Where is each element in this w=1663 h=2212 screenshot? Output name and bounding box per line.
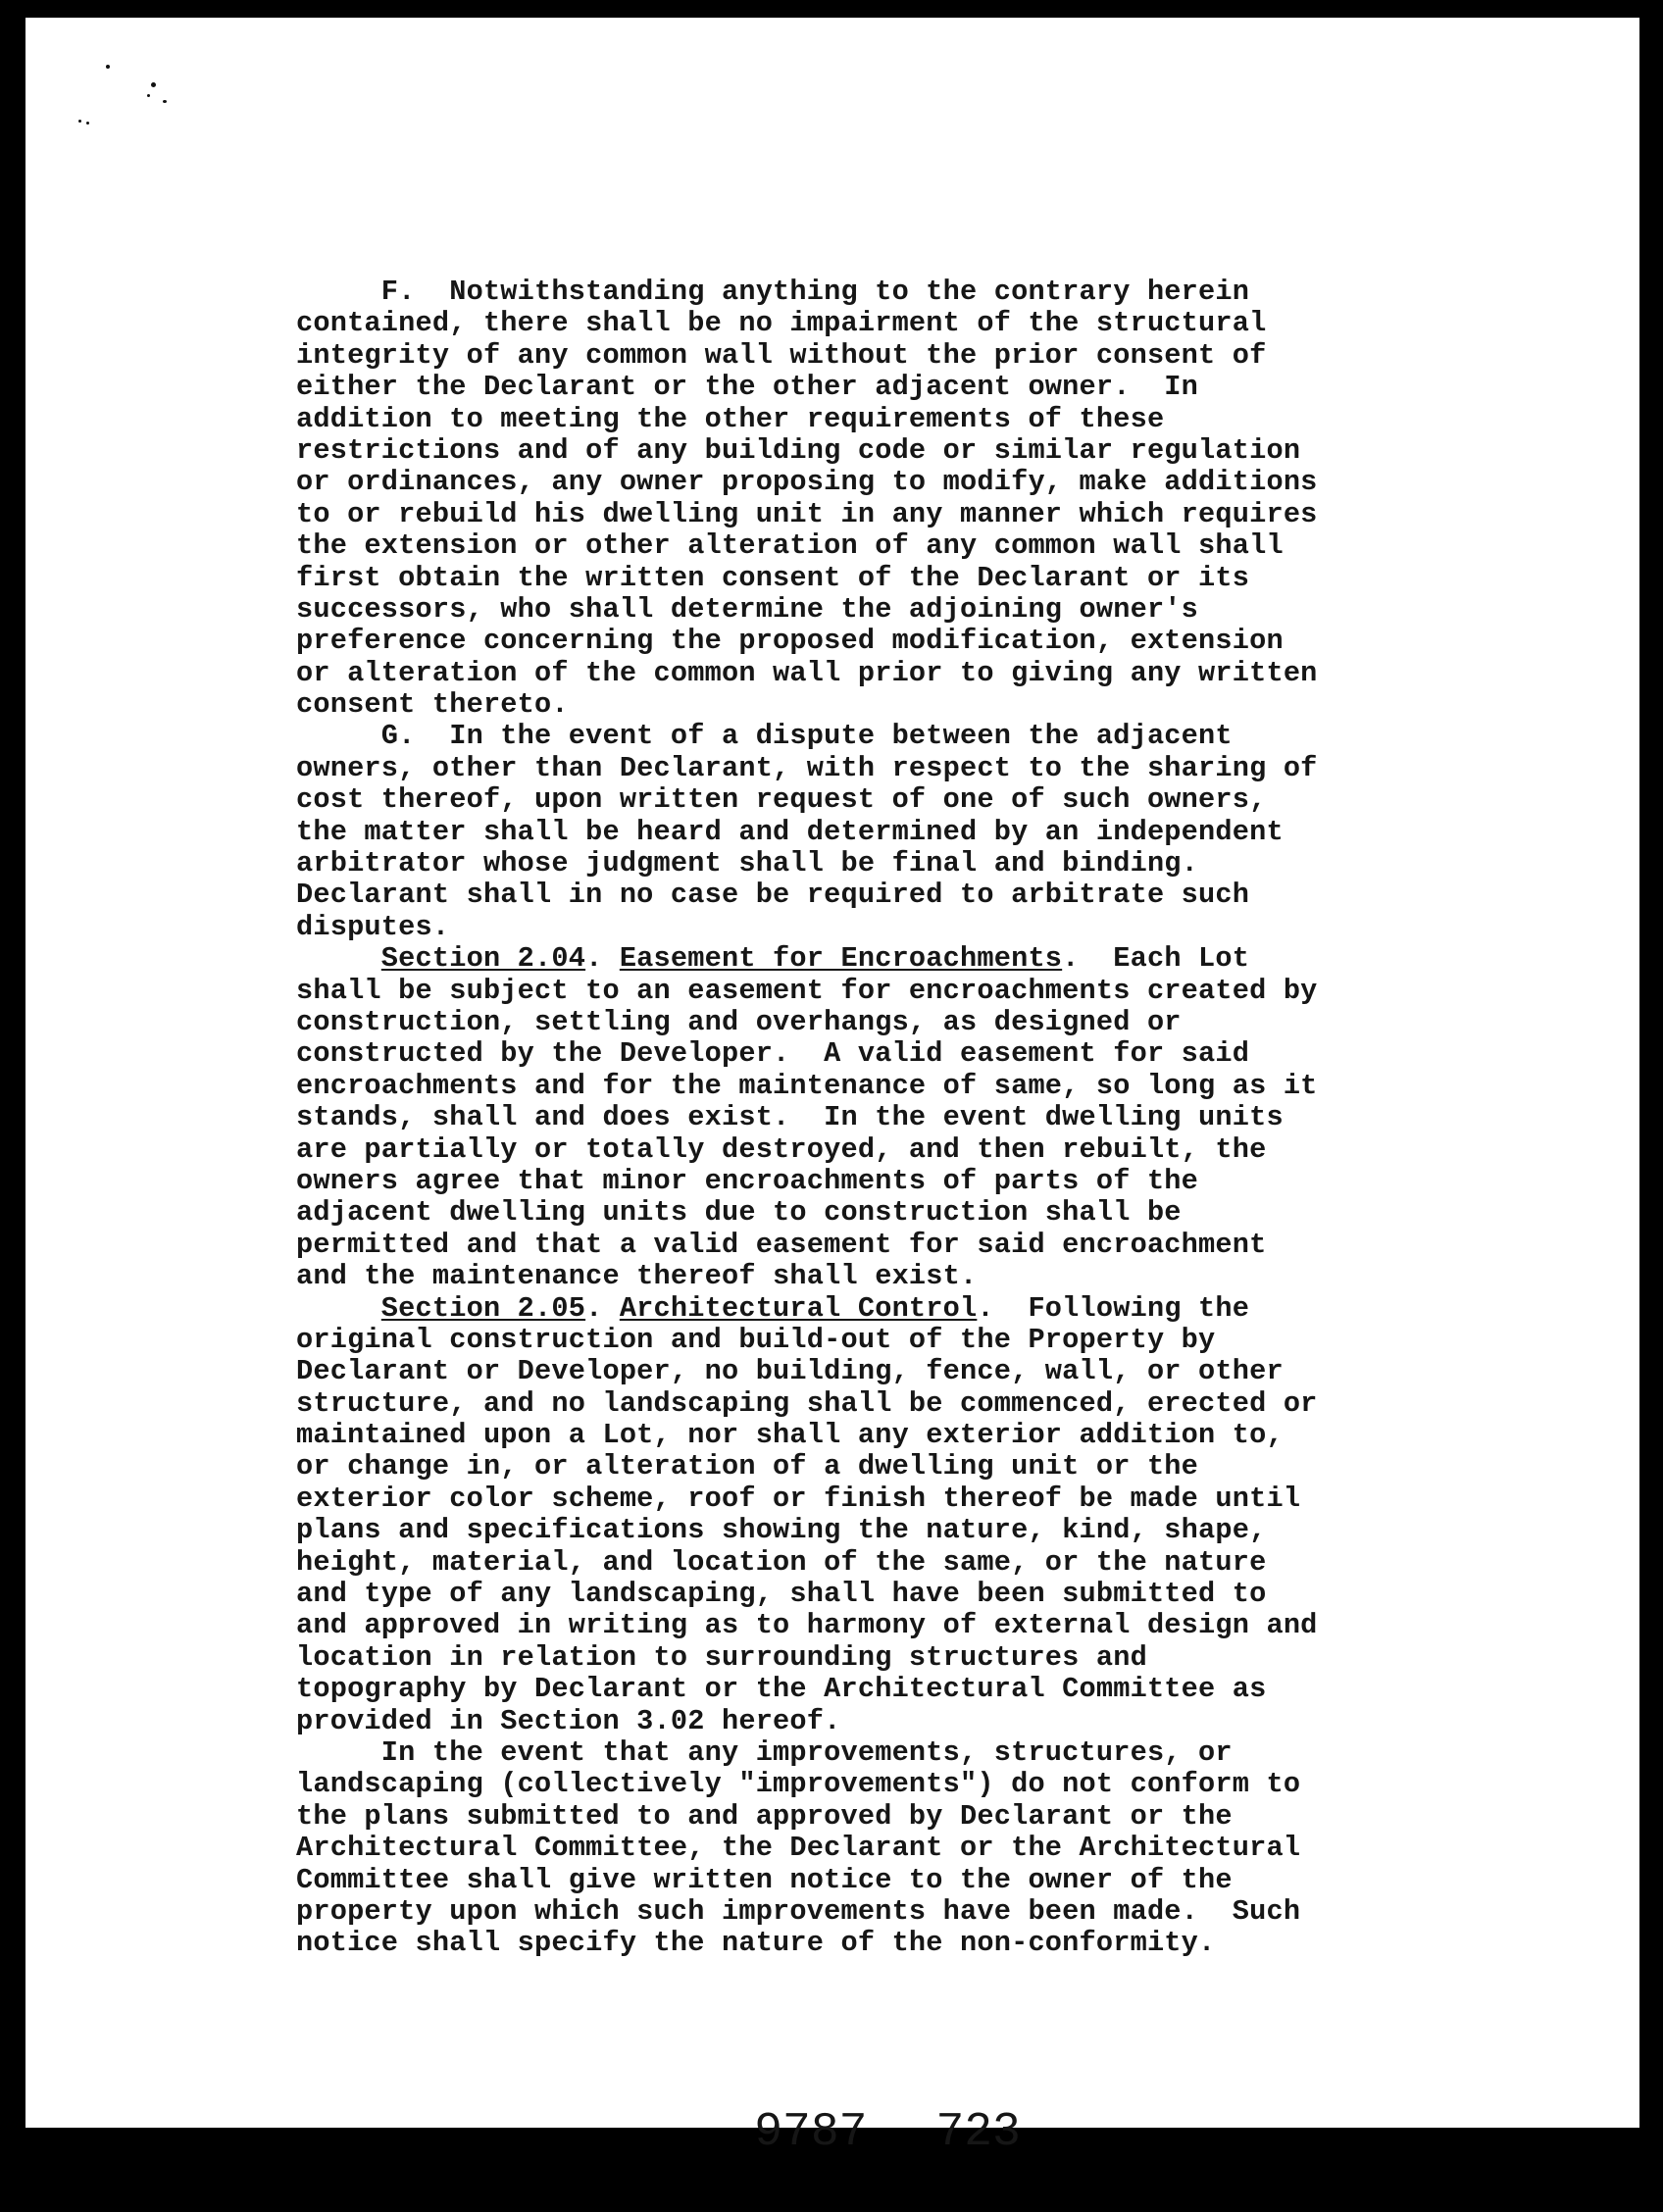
text-line: Declarant or Developer, no building, fence, wall, or other bbox=[296, 1355, 1284, 1388]
scan-speck bbox=[78, 120, 81, 123]
section-number: Section 2.05 bbox=[380, 1291, 586, 1325]
text-line: and type of any landscaping, shall have been submitted to bbox=[296, 1578, 1267, 1611]
section-heading-line: Section 2.04. Easement for Encroachments. Each Lot bbox=[380, 942, 1250, 976]
text-line: constructed by the Developer. A valid easement for said bbox=[296, 1037, 1250, 1071]
section-number: Section 2.04 bbox=[380, 942, 586, 976]
text-line: exterior color scheme, roof or finish thereof be made until bbox=[296, 1482, 1301, 1515]
text-line: successors, who shall determine the adjoining owner's bbox=[296, 592, 1199, 626]
text-line: encroachments and for the maintenance of same, so long as it bbox=[296, 1069, 1318, 1102]
text-line: disputes. bbox=[296, 910, 450, 943]
scan-speck bbox=[86, 122, 89, 125]
text-line: Declarant shall in no case be required to arbitrate such bbox=[296, 879, 1250, 912]
text-line: shall be subject to an easement for encroachments created by bbox=[296, 974, 1318, 1007]
text-line: restrictions and of any building code or similar regulation bbox=[296, 433, 1301, 467]
text-line: Committee shall give written notice to the owner of the bbox=[296, 1863, 1233, 1896]
page-number-value: 723 bbox=[935, 2106, 1021, 2159]
text-line: the matter shall be heard and determined by an independent bbox=[296, 815, 1284, 848]
text-line: arbitrator whose judgment shall be final and binding. bbox=[296, 847, 1199, 880]
text-line: F. Notwithstanding anything to the contrary herein bbox=[296, 276, 1250, 308]
text-line: height, material, and location of the same, or the nature bbox=[296, 1545, 1267, 1579]
document-body bbox=[296, 276, 1492, 1960]
text-line: or ordinances, any owner proposing to modify, make additions bbox=[296, 466, 1318, 499]
text-line: plans and specifications showing the nature, kind, shape, bbox=[296, 1514, 1267, 1547]
text-line: to or rebuild his dwelling unit in any manner which requires bbox=[296, 497, 1318, 530]
text-line: are partially or totally destroyed, and then rebuilt, the bbox=[296, 1132, 1267, 1166]
section-title: Easement for Encroachments bbox=[619, 942, 1063, 976]
text-line: first obtain the written consent of the Declarant or its bbox=[296, 561, 1250, 594]
text-line: adjacent dwelling units due to construction shall be bbox=[296, 1196, 1182, 1230]
text-line: or change in, or alteration of a dwelling unit or the bbox=[296, 1450, 1199, 1483]
paragraph-f bbox=[296, 276, 1492, 721]
paragraph-g bbox=[296, 721, 1492, 943]
section-heading-rest: Each Lot bbox=[1079, 942, 1250, 976]
section-2-04 bbox=[296, 943, 1492, 1292]
text-line: stands, shall and does exist. In the event dwelling units bbox=[296, 1101, 1284, 1134]
text-line: original construction and build-out of the Property by bbox=[296, 1323, 1216, 1356]
scan-speck bbox=[163, 100, 167, 103]
text-line: either the Declarant or the other adjacent owner. In bbox=[296, 371, 1199, 404]
document-page bbox=[25, 18, 1639, 2159]
text-line: construction, settling and overhangs, as designed or bbox=[296, 1005, 1182, 1038]
section-heading-line: Section 2.05. Architectural Control. Following the bbox=[380, 1291, 1250, 1325]
text-line: the extension or other alteration of any common wall shall bbox=[296, 529, 1284, 563]
text-line: owners agree that minor encroachments of parts of the bbox=[296, 1164, 1199, 1197]
section-title: Architectural Control bbox=[619, 1291, 978, 1325]
text-line: property upon which such improvements have been made. Such bbox=[296, 1894, 1301, 1928]
text-line: or alteration of the common wall prior to giving any written bbox=[296, 656, 1318, 689]
text-line: Architectural Committee, the Declarant or the Architectural bbox=[296, 1832, 1301, 1865]
text-line: topography by Declarant or the Architectural Committee as bbox=[296, 1673, 1267, 1706]
text-line: preference concerning the proposed modification, extension bbox=[296, 625, 1284, 658]
scan-speck bbox=[147, 94, 150, 97]
text-line: consent thereto. bbox=[296, 688, 569, 722]
text-line: notice shall specify the nature of the non-conformity. bbox=[296, 1927, 1216, 1960]
page-number bbox=[641, 2053, 1021, 2212]
text-line: In the event that any improvements, structures, or bbox=[296, 1735, 1233, 1769]
text-line: maintained upon a Lot, nor shall any exterior addition to, bbox=[296, 1419, 1284, 1452]
text-line: and the maintenance thereof shall exist. bbox=[296, 1260, 978, 1293]
text-line: provided in Section 3.02 hereof. bbox=[296, 1704, 841, 1737]
text-line: integrity of any common wall without the prior consent of bbox=[296, 338, 1267, 372]
text-line: permitted and that a valid easement for said encroachment bbox=[296, 1228, 1267, 1261]
section-heading-rest: Following the bbox=[993, 1291, 1250, 1325]
text-line: G. In the event of a dispute between the adjacent bbox=[296, 720, 1233, 753]
text-line: landscaping (collectively "improvements") do not conform to bbox=[296, 1768, 1301, 1801]
text-line: and approved in writing as to harmony of external design and bbox=[296, 1609, 1318, 1642]
paragraph-non-conformity bbox=[296, 1737, 1492, 1960]
text-line: structure, and no landscaping shall be commenced, erected or bbox=[296, 1386, 1318, 1420]
section-2-05 bbox=[296, 1293, 1492, 1737]
text-line: the plans submitted to and approved by Declarant or the bbox=[296, 1799, 1233, 1833]
text-line: contained, there shall be no impairment of the structural bbox=[296, 307, 1267, 340]
scan-speck bbox=[106, 65, 110, 69]
text-line: owners, other than Declarant, with respect to the sharing of bbox=[296, 751, 1318, 784]
volume-number: 9787 bbox=[754, 2106, 868, 2159]
text-line: addition to meeting the other requirements of these bbox=[296, 402, 1165, 435]
text-line: cost thereof, upon written request of one of such owners, bbox=[296, 783, 1267, 817]
text-line: location in relation to surrounding structures and bbox=[296, 1640, 1147, 1674]
scan-speck bbox=[151, 82, 156, 87]
